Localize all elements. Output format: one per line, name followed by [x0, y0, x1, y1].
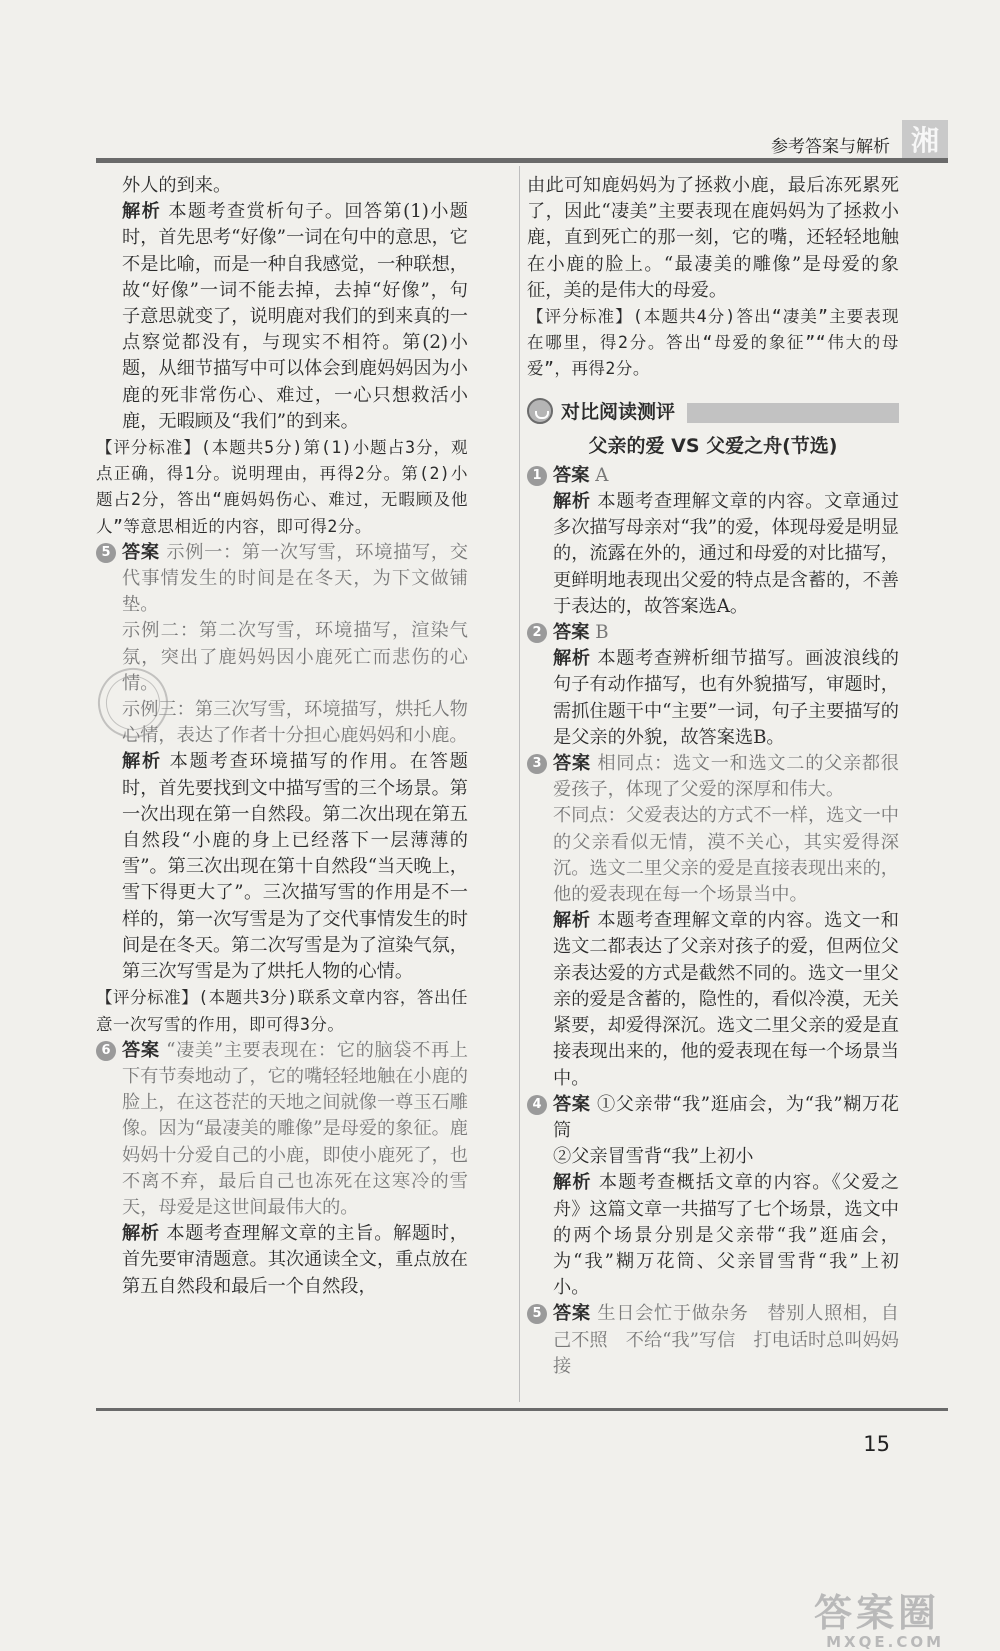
analysis-text: 本题考查理解文章的主旨。解题时，首先要审清题意。其次通读全文，重点放在第五自然段和最后一个自然段，	[122, 1223, 468, 1297]
analysis-block	[527, 1170, 899, 1301]
scoring-standard: 【评分标准】(本题共4分)答出“凄美”主要表现在哪里，得2分。答出“母爱的象征”“伟大的母爱”，再得2分。	[527, 307, 899, 379]
header-tab: 湘	[902, 120, 948, 162]
answer-text: 示例一：第一次写雪，环境描写，交代事情发生的时间是在冬天，为下文做铺垫。	[122, 541, 468, 616]
answer-label: 答案	[553, 1303, 591, 1325]
question-number-badge: 1	[527, 466, 547, 486]
watermark-brand: 答案圈	[813, 1591, 940, 1635]
analysis-block	[96, 1221, 468, 1300]
right-column	[527, 173, 899, 1380]
answer-text: “凄美”主要表现在：它的脑袋不再上下有节奏地动了，它的嘴轻轻地触在小鹿的脸上，在这苍茫的天地之间就像一尊玉石雕像。因为“最凄美的雕像”是母爱的象征。鹿妈妈十分爱自己的小鹿，即使小鹿死了，也不离不弃，最后自己也冻死在这寒冷的雪天，母爱是这世间最伟大的。	[122, 1039, 468, 1218]
section-label: 对比阅读测评	[561, 400, 676, 423]
answer-text: 生日会忙于做杂务 替别人照相，自己不照 不给“我”写信 打电话时总叫妈妈接	[553, 1303, 899, 1377]
answer-label: 答案	[122, 1039, 160, 1061]
question-number-badge: 4	[527, 1095, 547, 1115]
analysis-label: 解析	[553, 1172, 592, 1194]
analysis-label: 解析	[122, 751, 163, 773]
answer-block	[553, 1092, 899, 1144]
answer-label: 答案	[553, 622, 590, 644]
scoring-standard: 【评分标准】(本题共3分)联系文章内容，答出任意一次写雪的作用，即可得3分。	[96, 988, 468, 1034]
question-number-badge: 2	[527, 623, 547, 643]
watermark-domain: MXQE.COM	[826, 1633, 944, 1651]
analysis-label: 解析	[122, 201, 162, 223]
answer-block	[553, 620, 899, 646]
analysis-text: 本题考查理解文章的内容。文章通过多次描写母亲对“我”的爱，体现母爱是明显的，流露在外的，通过和母爱的对比描写，更鲜明地表现出父爱的特点是含蓄的，不善于表达的，故答案选A。	[553, 491, 899, 617]
section-bar	[687, 403, 899, 423]
question-number-badge: 6	[96, 1041, 116, 1061]
analysis-text: 本题考查概括文章的内容。《父爱之舟》这篇文章一共描写了七个场景，选文中的两个场景分别是父亲带“我”逛庙会，为“我”糊万花筒、父亲冒雪背“我”上初小。	[553, 1172, 899, 1299]
question-2	[527, 620, 899, 646]
answer-example-1	[122, 540, 468, 619]
question-5-right	[527, 1301, 899, 1380]
answer-label: 答案	[553, 464, 590, 486]
answer-text: A	[595, 464, 609, 486]
analysis-label: 解析	[553, 491, 591, 513]
bottom-rule	[96, 1408, 948, 1411]
answer-example-3: 示例三：第三次写雪，环境描写，烘托人物心情，表达了作者十分担心鹿妈妈和小鹿。	[122, 699, 468, 747]
analysis-block	[527, 646, 899, 751]
header-title: 参考答案与解析	[771, 137, 890, 157]
intro-line: 外人的到来。	[122, 175, 232, 196]
analysis-text: 本题考查理解文章的内容。选文一和选文二都表达了父亲对孩子的爱，但两位父亲表达爱的方式是截然不同的。选文一里父亲的爱是含蓄的，隐性的，看似冷漠，无关紧要，却爱得深沉。选文二里父亲的爱是直接表现出来的，他的爱表现在每一个场景当中。	[553, 910, 899, 1089]
question-4	[527, 1092, 899, 1171]
section-header	[527, 397, 899, 431]
answer-text: 相同点：选文一和选文二的父亲都很爱孩子，体现了父爱的深厚和伟大。	[553, 753, 899, 801]
answer-text: ①父亲带“我”逛庙会，为“我”糊万花筒	[553, 1093, 899, 1141]
question-number-badge: 5	[527, 1304, 547, 1324]
analysis-label: 解析	[553, 648, 591, 670]
scoring-standard: 【评分标准】(本题共5分)第(1)小题占3分，观点正确，得1分。说明理由，再得2分。第(2)小题占2分，答出“鹿妈妈伤心、难过，无暇顾及他人”等意思相近的内容，即可得2分。	[96, 438, 468, 536]
answer-label: 答案	[553, 1093, 591, 1115]
answer-block	[553, 1301, 899, 1380]
analysis-text: 本题考查辨析细节描写。画波浪线的句子有动作描写，也有外貌描写，审题时，需抓住题干中“主要”一词，句子主要描写的是父亲的外貌，故答案选B。	[553, 648, 899, 748]
column-divider	[519, 166, 520, 1402]
continued-analysis: 由此可知鹿妈妈为了拯救小鹿，最后冻死累死了，因此“凄美”主要表现在鹿妈妈为了拯救小鹿，直到死亡的那一刻，它的嘴，还轻轻地触在小鹿的脸上。“最凄美的雕像”是母爱的象征，美的是伟大的母爱。	[527, 175, 899, 301]
answer-block	[553, 463, 899, 489]
analysis-block	[527, 489, 899, 620]
answer-label: 答案	[553, 753, 591, 775]
answer-block	[553, 751, 899, 803]
question-6	[96, 1038, 468, 1221]
left-column	[96, 173, 468, 1300]
analysis-block	[527, 908, 899, 1091]
analysis-block	[96, 199, 468, 435]
answer-item-2: ②父亲冒雪背“我”上初小	[553, 1146, 754, 1168]
analysis-label: 解析	[553, 910, 591, 932]
question-3	[527, 751, 899, 908]
answer-example-2: 示例二：第二次写雪，环境描写，渲染气氛，突出了鹿妈妈因小鹿死亡而悲伤的心情。	[122, 620, 468, 694]
answer-block	[122, 1038, 468, 1221]
page-number: 15	[863, 1432, 890, 1456]
article-title: 父亲的爱 VS 父爱之舟(节选)	[588, 434, 838, 457]
question-1	[527, 463, 899, 489]
question-number-badge: 3	[527, 754, 547, 774]
analysis-block	[96, 749, 468, 985]
analysis-label: 解析	[122, 1223, 160, 1245]
reading-icon	[527, 398, 553, 424]
analysis-text: 本题考查环境描写的作用。在答题时，首先要找到文中描写雪的三个场景。第一次出现在第一自然段。第二次出现在第五自然段“小鹿的身上已经落下一层薄薄的雪”。第三次出现在第十自然段“当天晚上，雪下得更大了”。三次描写雪的作用是不一样的，第一次写雪是为了交代事情发生的时间是在冬天。第二次写雪是为了渲染气氛，第三次写雪是为了烘托人物的心情。	[122, 751, 468, 983]
analysis-text: 本题考查赏析句子。回答第(1)小题时，首先思考“好像”一词在句中的意思，它不是比喻，而是一种自我感觉，一种联想，故“好像”一词不能去掉，去掉“好像”，句子意思就变了，说明鹿对我们的到来真的一点察觉都没有，与现实不相符。第(2)小题，从细节描写中可以体会到鹿妈妈因为小鹿的死非常伤心、难过，一心只想救活小鹿，无暇顾及“我们”的到来。	[122, 201, 468, 432]
top-rule	[96, 158, 948, 163]
question-number-badge: 5	[96, 543, 116, 563]
answer-text: B	[595, 622, 609, 644]
answer-label: 答案	[122, 541, 160, 563]
answer-difference: 不同点：父爱表达的方式不一样，选文一中的父亲看似无情，漠不关心，其实爱得深沉。选文二里父亲的爱是直接表现出来的，他的爱表现在每一个场景当中。	[553, 805, 899, 906]
